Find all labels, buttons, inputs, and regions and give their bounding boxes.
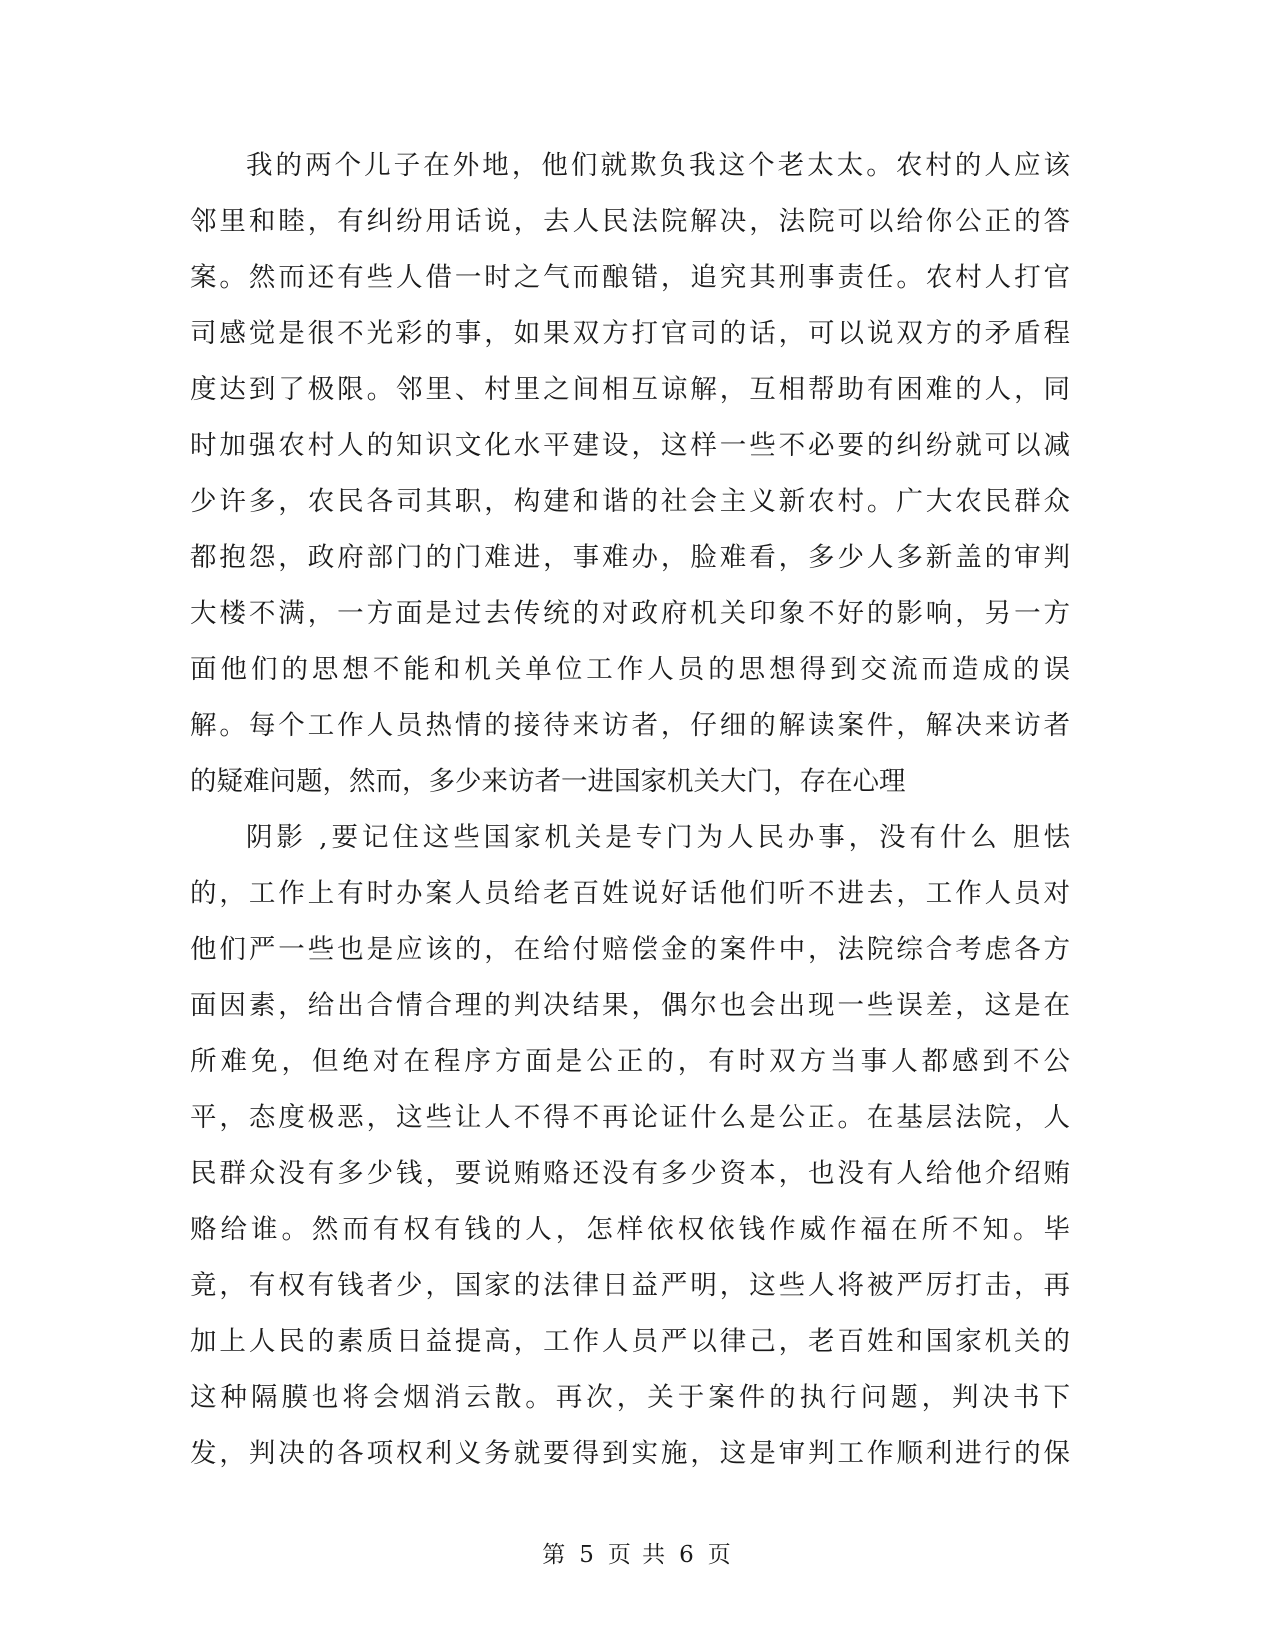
text-line: 案。然而还有些人借一时之气而酿错，追究其刑事责任。农村人打官 <box>190 262 1070 293</box>
footer-middle: 页 共 <box>607 1542 668 1568</box>
text-line: 竟，有权有钱者少，国家的法律日益严明，这些人将被严厉打击，再 <box>190 1270 1070 1301</box>
text-line: 司感觉是很不光彩的事，如果双方打官司的话，可以说双方的矛盾程 <box>190 318 1070 349</box>
text-line: 民群众没有多少钱，要说贿赂还没有多少资本，也没有人给他介绍贿 <box>190 1158 1070 1189</box>
text-line: 加上人民的素质日益提高，工作人员严以律己，老百姓和国家机关的 <box>190 1326 1070 1357</box>
text-line: 所难免，但绝对在程序方面是公正的，有时双方当事人都感到不公 <box>190 1046 1070 1077</box>
text-line: 阴影 ,要记住这些国家机关是专门为人民办事，没有什么 胆怯 <box>246 822 1070 853</box>
text-line: 大楼不满，一方面是过去传统的对政府机关印象不好的影响，另一方 <box>190 598 1070 629</box>
text-line: 的疑难问题，然而，多少来访者一进国家机关大门，存在心理 <box>190 766 906 797</box>
text-line: 少许多，农民各司其职，构建和谐的社会主义新农村。广大农民群众 <box>190 486 1070 517</box>
text-line: 他们严一些也是应该的，在给付赔偿金的案件中，法院综合考虑各方 <box>190 934 1070 965</box>
text-line: 赂给谁。然而有权有钱的人，怎样依权依钱作威作福在所不知。毕 <box>190 1214 1070 1245</box>
text-line: 面他们的思想不能和机关单位工作人员的思想得到交流而造成的误 <box>190 654 1070 685</box>
text-line: 都抱怨，政府部门的门难进，事难办，脸难看，多少人多新盖的审判 <box>190 542 1070 573</box>
text-line: 解。每个工作人员热情的接待来访者，仔细的解读案件，解决来访者 <box>190 710 1070 741</box>
total-pages: 6 <box>679 1542 696 1568</box>
page-number: 5 <box>579 1542 596 1568</box>
text-line: 度达到了极限。邻里、村里之间相互谅解，互相帮助有困难的人，同 <box>190 374 1070 405</box>
text-line: 时加强农村人的知识文化水平建设，这样一些不必要的纠纷就可以减 <box>190 430 1070 461</box>
text-line: 平，态度极恶，这些让人不得不再论证什么是公正。在基层法院，人 <box>190 1102 1070 1133</box>
text-line: 我的两个儿子在外地，他们就欺负我这个老太太。农村的人应该 <box>246 150 1070 181</box>
footer-prefix: 第 <box>542 1542 568 1568</box>
text-line: 邻里和睦，有纠纷用话说，去人民法院解决，法院可以给你公正的答 <box>190 206 1070 237</box>
text-line: 这种隔膜也将会烟消云散。再次，关于案件的执行问题，判决书下 <box>190 1382 1070 1413</box>
text-line: 面因素，给出合情合理的判决结果，偶尔也会出现一些误差，这是在 <box>190 990 1070 1021</box>
text-line: 发，判决的各项权利义务就要得到实施，这是审判工作顺利进行的保 <box>190 1438 1070 1469</box>
body-text <box>190 138 1070 1482</box>
page-footer <box>0 1536 1275 1569</box>
footer-suffix: 页 <box>707 1542 733 1568</box>
text-line: 的，工作上有时办案人员给老百姓说好话他们听不进去，工作人员对 <box>190 878 1070 909</box>
